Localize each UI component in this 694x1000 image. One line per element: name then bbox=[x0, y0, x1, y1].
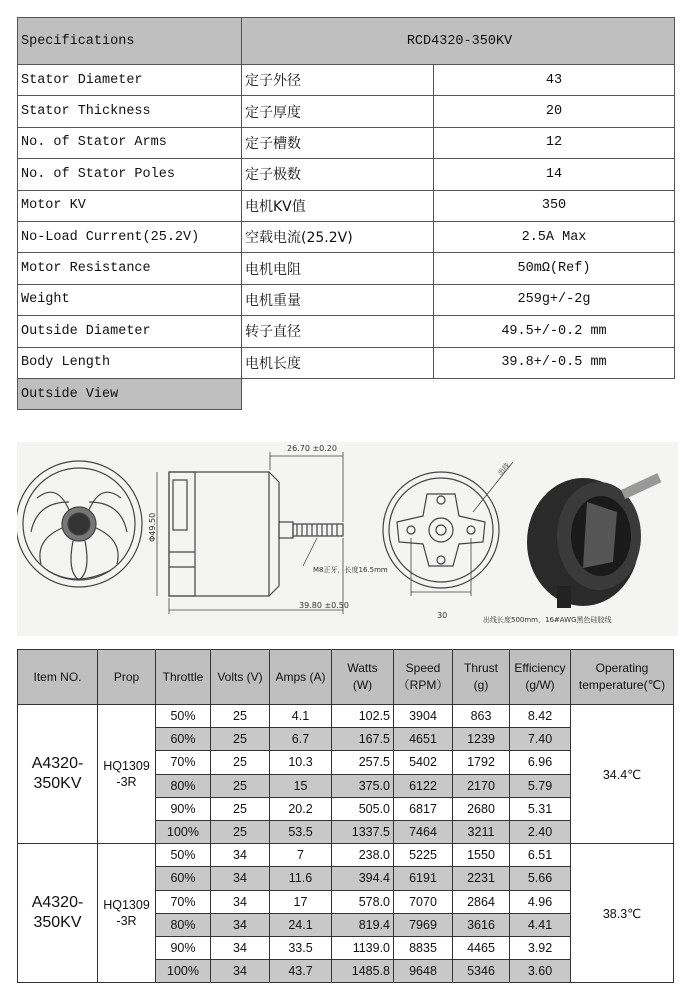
spec-value: 14 bbox=[434, 159, 675, 190]
cell-watts: 505.0 bbox=[332, 797, 394, 820]
col-speed-line2: （RPM） bbox=[397, 678, 449, 692]
cell-thrust: 1239 bbox=[453, 728, 510, 751]
spec-name-cn: 转子直径 bbox=[242, 316, 434, 347]
cell-thrust: 3211 bbox=[453, 820, 510, 843]
cell-amps: 4.1 bbox=[270, 705, 332, 728]
cell-throttle: 100% bbox=[156, 820, 211, 843]
cell-speed: 7969 bbox=[394, 913, 453, 936]
spec-name-en: No-Load Current(25.2V) bbox=[18, 221, 242, 252]
front-view-icon bbox=[17, 461, 142, 587]
cell-amps: 11.6 bbox=[270, 867, 332, 890]
cell-thrust: 2170 bbox=[453, 774, 510, 797]
dim-bottom-label: 39.80 ±0.50 bbox=[299, 601, 349, 610]
cell-speed: 5225 bbox=[394, 844, 453, 867]
spec-name-en: Weight bbox=[18, 284, 242, 315]
cell-amps: 15 bbox=[270, 774, 332, 797]
spec-name-en: No. of Stator Poles bbox=[18, 159, 242, 190]
outside-view-blank bbox=[242, 378, 675, 409]
col-speed-line1: Speed bbox=[405, 661, 441, 675]
cell-volts: 25 bbox=[211, 705, 270, 728]
cell-eff: 3.92 bbox=[510, 936, 571, 959]
back-view-icon bbox=[383, 462, 513, 596]
cell-watts: 1337.5 bbox=[332, 820, 394, 843]
col-temp-line1: Operating bbox=[595, 661, 649, 675]
cell-watts: 578.0 bbox=[332, 890, 394, 913]
spec-row bbox=[18, 159, 675, 190]
cell-eff: 6.96 bbox=[510, 751, 571, 774]
col-thrust bbox=[453, 650, 510, 705]
wire-note: 出线长度500mm，16#AWG黑色硅胶线 bbox=[483, 616, 612, 624]
spec-row bbox=[18, 96, 675, 127]
prop-line2: -3R bbox=[116, 914, 137, 929]
spec-value: 43 bbox=[434, 65, 675, 96]
spec-value: 49.5+/-0.2 mm bbox=[434, 316, 675, 347]
cell-volts: 34 bbox=[211, 844, 270, 867]
motor-3d-render-icon bbox=[527, 473, 661, 608]
col-temperature bbox=[571, 650, 674, 705]
cell-watts: 394.4 bbox=[332, 867, 394, 890]
cell-throttle: 80% bbox=[156, 913, 211, 936]
cell-thrust: 863 bbox=[453, 705, 510, 728]
dim-30-label: 30 bbox=[437, 611, 448, 620]
cell-watts: 819.4 bbox=[332, 913, 394, 936]
prop-cell bbox=[98, 844, 156, 983]
spec-row bbox=[18, 127, 675, 158]
cell-volts: 34 bbox=[211, 936, 270, 959]
cell-amps: 10.3 bbox=[270, 751, 332, 774]
spec-name-en: Stator Diameter bbox=[18, 65, 242, 96]
item-number-cell bbox=[18, 844, 98, 983]
col-item: Item NO. bbox=[18, 650, 98, 705]
cell-thrust: 5346 bbox=[453, 960, 510, 983]
dim-diameter-label: Φ49.50 bbox=[148, 512, 157, 542]
cell-eff: 2.40 bbox=[510, 820, 571, 843]
cell-watts: 238.0 bbox=[332, 844, 394, 867]
table-row bbox=[18, 705, 674, 728]
cell-watts: 1485.8 bbox=[332, 960, 394, 983]
spec-value: 350 bbox=[434, 190, 675, 221]
cell-thrust: 2864 bbox=[453, 890, 510, 913]
cell-speed: 5402 bbox=[394, 751, 453, 774]
col-volts: Volts (V) bbox=[211, 650, 270, 705]
cell-volts: 34 bbox=[211, 960, 270, 983]
outside-view-row bbox=[18, 378, 675, 409]
cell-speed: 6191 bbox=[394, 867, 453, 890]
cell-volts: 25 bbox=[211, 774, 270, 797]
cell-watts: 102.5 bbox=[332, 705, 394, 728]
cell-throttle: 60% bbox=[156, 867, 211, 890]
cell-eff: 4.96 bbox=[510, 890, 571, 913]
cell-speed: 6817 bbox=[394, 797, 453, 820]
cell-amps: 20.2 bbox=[270, 797, 332, 820]
spec-value: 259g+/-2g bbox=[434, 284, 675, 315]
item-line2: 350KV bbox=[33, 914, 82, 932]
cell-amps: 24.1 bbox=[270, 913, 332, 936]
cell-speed: 9648 bbox=[394, 960, 453, 983]
cell-speed: 6122 bbox=[394, 774, 453, 797]
shaft-note: M8正牙，长度16.5mm bbox=[313, 566, 388, 574]
cell-volts: 34 bbox=[211, 890, 270, 913]
cell-throttle: 50% bbox=[156, 705, 211, 728]
col-temp-line2: temperature(℃) bbox=[578, 678, 666, 692]
cell-speed: 8835 bbox=[394, 936, 453, 959]
col-efficiency bbox=[510, 650, 571, 705]
item-line2: 350KV bbox=[33, 775, 82, 793]
cell-throttle: 90% bbox=[156, 797, 211, 820]
outside-view-drawing bbox=[17, 442, 678, 636]
spec-value: 39.8+/-0.5 mm bbox=[434, 347, 675, 378]
item-number-cell bbox=[18, 705, 98, 844]
cell-volts: 25 bbox=[211, 728, 270, 751]
col-throttle: Throttle bbox=[156, 650, 211, 705]
cell-volts: 34 bbox=[211, 867, 270, 890]
spec-name-en: Motor Resistance bbox=[18, 253, 242, 284]
col-watts-line1: Watts bbox=[347, 661, 378, 675]
spec-value: 2.5A Max bbox=[434, 221, 675, 252]
spec-header-row bbox=[18, 18, 675, 65]
spec-header-model: RCD4320-350KV bbox=[242, 18, 675, 65]
spec-name-cn: 定子槽数 bbox=[242, 127, 434, 158]
cell-eff: 8.42 bbox=[510, 705, 571, 728]
spec-row bbox=[18, 316, 675, 347]
side-view-icon bbox=[157, 452, 343, 614]
cell-amps: 53.5 bbox=[270, 820, 332, 843]
motor-drawing-svg bbox=[17, 442, 678, 636]
cell-amps: 33.5 bbox=[270, 936, 332, 959]
cell-eff: 7.40 bbox=[510, 728, 571, 751]
cell-thrust: 4465 bbox=[453, 936, 510, 959]
cell-amps: 6.7 bbox=[270, 728, 332, 751]
col-thrust-line2: (g) bbox=[473, 678, 489, 692]
spec-name-cn: 定子厚度 bbox=[242, 96, 434, 127]
spec-name-en: Body Length bbox=[18, 347, 242, 378]
cell-eff: 5.66 bbox=[510, 867, 571, 890]
cell-amps: 7 bbox=[270, 844, 332, 867]
col-eff-line1: Efficiency bbox=[514, 661, 566, 675]
temperature-cell: 34.4℃ bbox=[571, 705, 674, 844]
cell-volts: 25 bbox=[211, 820, 270, 843]
cell-speed: 7464 bbox=[394, 820, 453, 843]
spec-value: 50mΩ(Ref) bbox=[434, 253, 675, 284]
spec-name-en: Outside Diameter bbox=[18, 316, 242, 347]
spec-name-cn: 电机电阻 bbox=[242, 253, 434, 284]
cell-eff: 4.41 bbox=[510, 913, 571, 936]
spec-name-en: No. of Stator Arms bbox=[18, 127, 242, 158]
cell-thrust: 3616 bbox=[453, 913, 510, 936]
spec-value: 20 bbox=[434, 96, 675, 127]
cell-volts: 34 bbox=[211, 913, 270, 936]
cell-thrust: 2231 bbox=[453, 867, 510, 890]
temperature-cell: 38.3℃ bbox=[571, 844, 674, 983]
spec-name-cn: 定子外径 bbox=[242, 65, 434, 96]
cell-speed: 4651 bbox=[394, 728, 453, 751]
cell-throttle: 60% bbox=[156, 728, 211, 751]
spec-row bbox=[18, 190, 675, 221]
cell-eff: 5.79 bbox=[510, 774, 571, 797]
cell-eff: 6.51 bbox=[510, 844, 571, 867]
wire-label: 出线 bbox=[496, 461, 512, 478]
cell-speed: 7070 bbox=[394, 890, 453, 913]
cell-thrust: 1550 bbox=[453, 844, 510, 867]
prop-line2: -3R bbox=[116, 775, 137, 790]
outside-view-label: Outside View bbox=[18, 378, 242, 409]
spec-row bbox=[18, 347, 675, 378]
specifications-table bbox=[17, 17, 675, 410]
prop-cell bbox=[98, 705, 156, 844]
cell-throttle: 50% bbox=[156, 844, 211, 867]
spec-name-en: Motor KV bbox=[18, 190, 242, 221]
spec-name-cn: 空载电流(25.2V) bbox=[242, 221, 434, 252]
col-thrust-line1: Thrust bbox=[463, 661, 498, 675]
item-line1: A4320- bbox=[31, 894, 84, 912]
cell-watts: 1139.0 bbox=[332, 936, 394, 959]
cell-thrust: 2680 bbox=[453, 797, 510, 820]
spec-row bbox=[18, 221, 675, 252]
cell-throttle: 70% bbox=[156, 751, 211, 774]
col-prop: Prop bbox=[98, 650, 156, 705]
item-line1: A4320- bbox=[31, 755, 84, 773]
col-amps: Amps (A) bbox=[270, 650, 332, 705]
cell-eff: 3.60 bbox=[510, 960, 571, 983]
cell-amps: 43.7 bbox=[270, 960, 332, 983]
col-eff-line2: (g/W) bbox=[525, 678, 555, 692]
spec-name-en: Stator Thickness bbox=[18, 96, 242, 127]
table-row bbox=[18, 844, 674, 867]
cell-volts: 25 bbox=[211, 797, 270, 820]
spec-row bbox=[18, 65, 675, 96]
cell-amps: 17 bbox=[270, 890, 332, 913]
col-watts bbox=[332, 650, 394, 705]
spec-header-label: Specifications bbox=[18, 18, 242, 65]
cell-speed: 3904 bbox=[394, 705, 453, 728]
prop-line1: HQ1309 bbox=[103, 898, 150, 913]
cell-throttle: 70% bbox=[156, 890, 211, 913]
dim-top-label: 26.70 ±0.20 bbox=[287, 444, 337, 453]
spec-name-cn: 电机KV值 bbox=[242, 190, 434, 221]
col-watts-line2: (W) bbox=[352, 678, 373, 692]
spec-row bbox=[18, 253, 675, 284]
col-speed bbox=[394, 650, 453, 705]
performance-table bbox=[17, 649, 674, 983]
spec-row bbox=[18, 284, 675, 315]
cell-thrust: 1792 bbox=[453, 751, 510, 774]
cell-throttle: 100% bbox=[156, 960, 211, 983]
spec-value: 12 bbox=[434, 127, 675, 158]
cell-volts: 25 bbox=[211, 751, 270, 774]
cell-throttle: 80% bbox=[156, 774, 211, 797]
spec-name-cn: 电机重量 bbox=[242, 284, 434, 315]
prop-line1: HQ1309 bbox=[103, 759, 150, 774]
cell-watts: 167.5 bbox=[332, 728, 394, 751]
cell-eff: 5.31 bbox=[510, 797, 571, 820]
spec-name-cn: 定子极数 bbox=[242, 159, 434, 190]
perf-header-row bbox=[18, 650, 674, 705]
spec-name-cn: 电机长度 bbox=[242, 347, 434, 378]
cell-watts: 257.5 bbox=[332, 751, 394, 774]
cell-throttle: 90% bbox=[156, 936, 211, 959]
cell-watts: 375.0 bbox=[332, 774, 394, 797]
